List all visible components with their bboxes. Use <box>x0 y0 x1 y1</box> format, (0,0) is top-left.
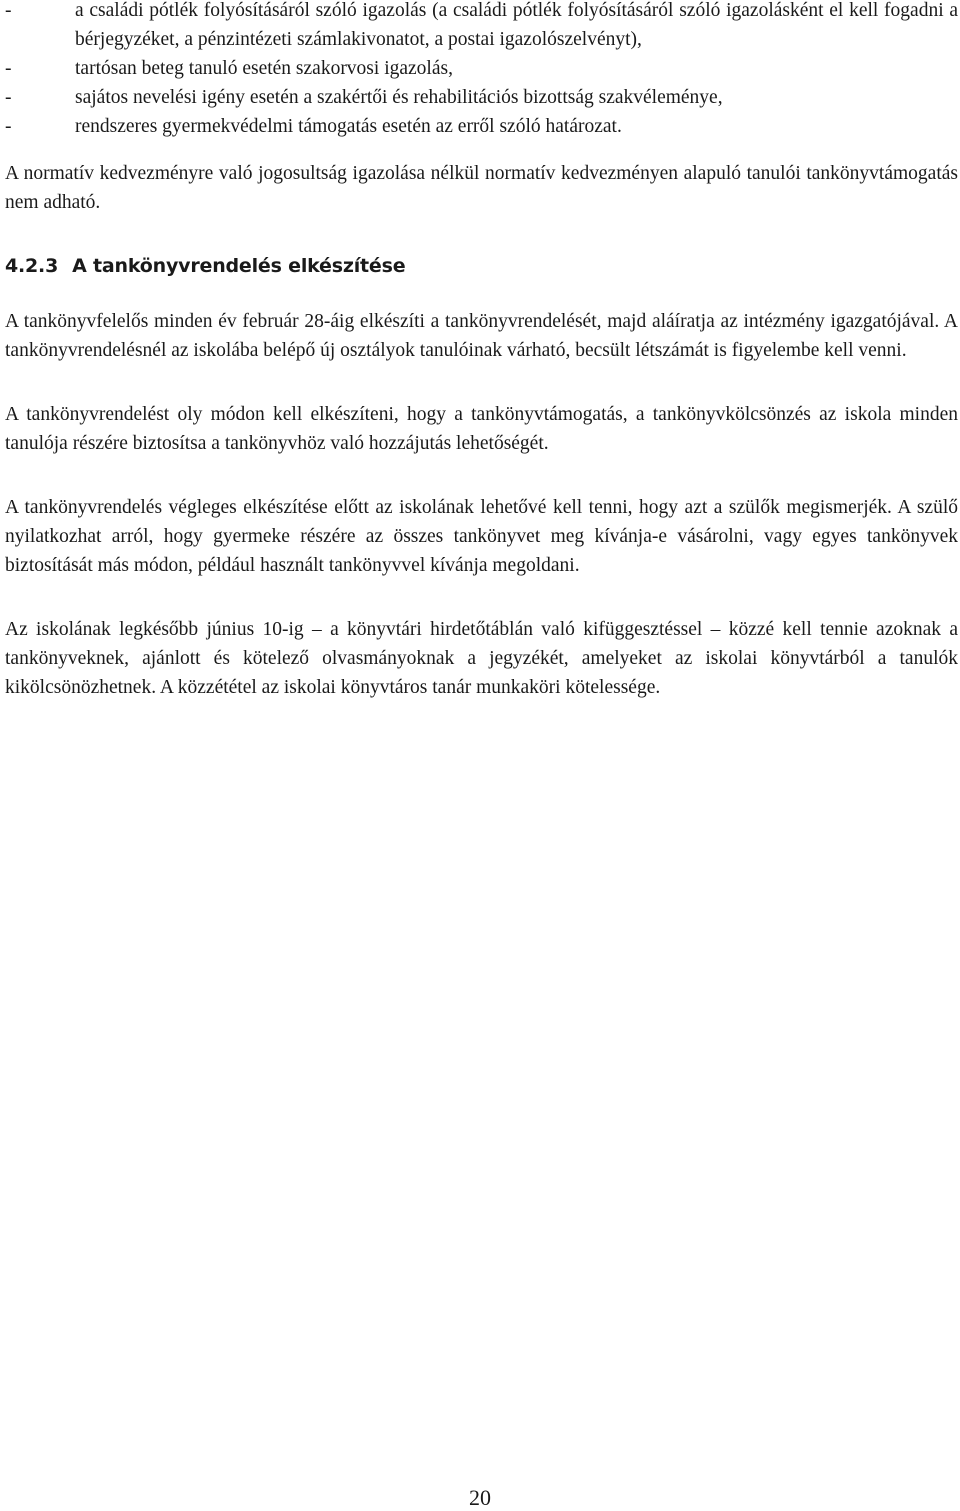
list-item-text: tartósan beteg tanuló esetén szakorvosi igazolás, <box>75 58 453 79</box>
body-paragraph: Az iskolának legkésőbb június 10-ig – a könyvtári hirdetőtáblán való kifüggesztéssel – közzé kell tennie azoknak a tankönyveknek, ajánlott és kötelező olvasmányoknak a jegyzékét, amelyeket az iskolai könyvtárból a tanulók kikölcsönözhetnek. A közzététel az iskolai könyvtáros tanár munkaköri kötelessége. <box>5 619 958 698</box>
list-dash: - <box>5 116 12 137</box>
list-item <box>5 54 958 83</box>
document-page <box>5 0 958 702</box>
list-item <box>5 112 958 141</box>
page-number: 20 <box>469 1485 491 1510</box>
section-heading <box>5 253 958 279</box>
list-dash: - <box>5 58 12 79</box>
list-item <box>5 0 958 54</box>
list-dash: - <box>5 0 12 21</box>
list-dash: - <box>5 87 12 108</box>
section-number: 4.2.3 <box>5 255 59 277</box>
body-paragraph: A tankönyvrendelés végleges elkészítése előtt az iskolának lehetővé kell tenni, hogy azt a szülők megismerjék. A szülő nyilatkozhat arról, hogy gyermeke részére az összes tankönyvet meg kívánja-e vásárolni, vagy egyes tankönyvek biztosítását más módon, például használt tankönyvvel kívánja megoldani. <box>5 497 958 576</box>
list-item-text: rendszeres gyermekvédelmi támogatás esetén az erről szóló határozat. <box>75 116 622 137</box>
section-title: A tankönyvrendelés elkészítése <box>72 255 406 277</box>
body-paragraph: A tankönyvfelelős minden év február 28-áig elkészíti a tankönyvrendelését, majd aláíratja az intézmény igazgatójával. A tankönyvrendelésnél az iskolába belépő új osztályok tanulóinak várható, becsült létszámát is figyelembe kell venni. <box>5 311 958 361</box>
list-item <box>5 83 958 112</box>
required-documents-list <box>5 0 958 141</box>
list-item-text: sajátos nevelési igény esetén a szakértői és rehabilitációs bizottság szakvéleménye, <box>75 87 723 108</box>
body-paragraph: A tankönyvrendelést oly módon kell elkészíteni, hogy a tankönyvtámogatás, a tankönyvkölcsönzés az iskola minden tanulója részére biztosítsa a tankönyvhöz való hozzájutás lehetőségét. <box>5 404 958 454</box>
list-item-text: a családi pótlék folyósításáról szóló igazolás (a családi pótlék folyósításáról szóló igazolásként el kell fogadni a bérjegyzéket, a pénzintézeti számlakivonatot, a postai igazolószelvényt), <box>75 0 958 50</box>
normative-paragraph: A normatív kedvezményre való jogosultság igazolása nélkül normatív kedvezményen alapuló tanulói tankönyvtámogatás nem adható. <box>5 163 958 213</box>
